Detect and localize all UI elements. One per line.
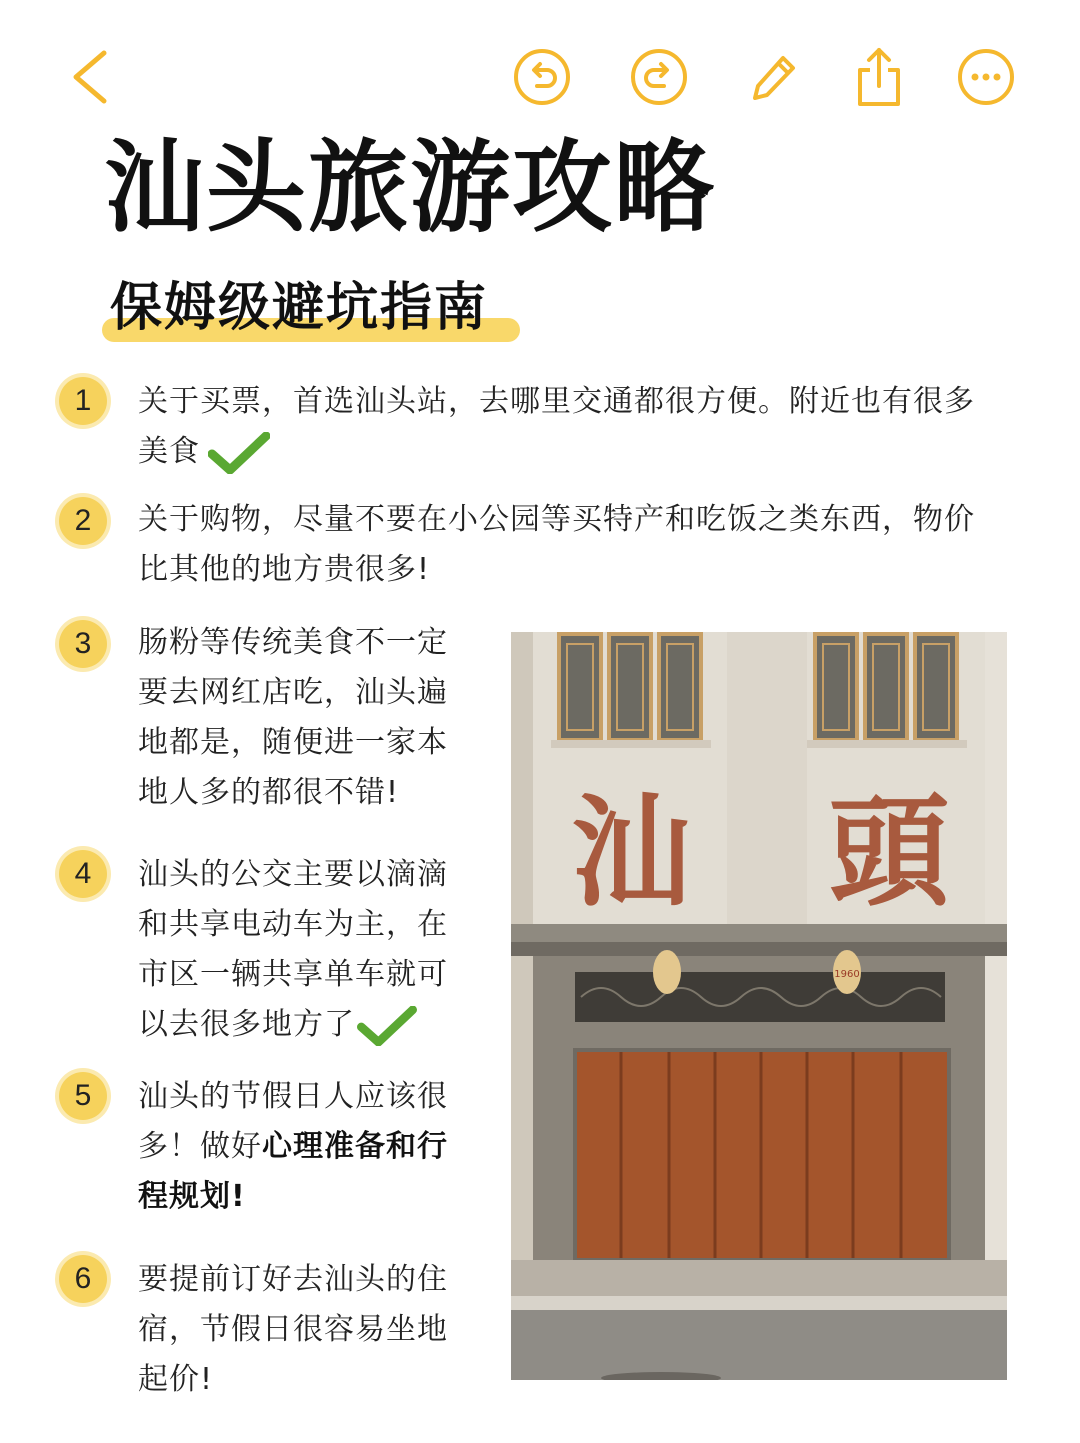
tip-number: 2 [59,497,107,545]
tip-text [138,495,1058,595]
tip-text [138,850,498,1050]
storefront-photo [511,632,1007,1380]
pencil-icon [743,48,801,106]
tip-number: 6 [59,1255,107,1303]
page-title: 汕头旅游攻略 [104,129,716,246]
more-button[interactable] [957,48,1015,106]
tip-line: 地都是，随便进一家本 [138,725,448,760]
back-button[interactable] [60,48,118,106]
chevron-left-icon [64,48,114,106]
tip-number: 5 [59,1072,107,1120]
tip-line: 肠粉等传统美食不一定 [138,625,448,660]
sign-right-char: 頭 [829,782,949,923]
redo-icon [630,48,688,106]
subtitle-block [102,268,488,348]
tip-line: 起价! [138,1362,214,1397]
tip-line-wrap [138,1000,498,1050]
tip-line: 美食 [138,434,200,469]
tip-line: 地人多的都很不错! [138,775,400,810]
undo-button[interactable] [513,48,571,106]
tip-emphasis: 程规划! [138,1179,246,1214]
tip-line: 关于买票，首选汕头站，去哪里交通都很方便。附近也有很多 [138,384,975,419]
share-icon [850,46,908,108]
tip-text [138,1255,498,1405]
tip-line [138,1172,498,1222]
undo-icon [513,48,571,106]
tip-line-wrap [138,1122,498,1172]
tip-text [138,1072,498,1222]
storefront-illustration [511,632,1007,1380]
lantern-text: 1960 [834,969,860,980]
tip-line: 多！做好 [138,1129,262,1164]
edit-button[interactable] [743,48,801,106]
tip-number: 3 [59,620,107,668]
lantern-left [653,950,681,994]
tip-line: 关于购物，尽量不要在小公园等买特产和吃饭之类东西，物价 [138,502,975,537]
tip-text [138,377,1038,477]
tip-text [138,618,498,818]
redo-button[interactable] [630,48,688,106]
check-icon [208,432,270,474]
more-icon [957,48,1015,106]
tip-emphasis: 心理准备和行 [262,1129,448,1164]
tip-line: 市区一辆共享单车就可 [138,957,448,992]
tip-line: 要提前订好去汕头的住 [138,1262,448,1297]
tip-line: 以去很多地方了 [138,1007,355,1042]
tip-number: 4 [59,850,107,898]
check-icon [357,1006,417,1046]
tip-line: 要去网红店吃，汕头遍 [138,675,448,710]
page-subtitle: 保姆级避坑指南 [110,278,489,338]
tip-number: 1 [59,377,107,425]
tip-line-wrap [138,427,1038,477]
tip-line: 汕头的节假日人应该很 [138,1079,448,1114]
tip-line: 宿，节假日很容易坐地 [138,1312,448,1347]
tip-line: 汕头的公交主要以滴滴 [138,857,448,892]
tip-line: 和共享电动车为主，在 [138,907,448,942]
tip-line: 比其他的地方贵很多! [138,552,431,587]
share-button[interactable] [850,48,908,106]
sign-left-char: 汕 [571,782,691,923]
